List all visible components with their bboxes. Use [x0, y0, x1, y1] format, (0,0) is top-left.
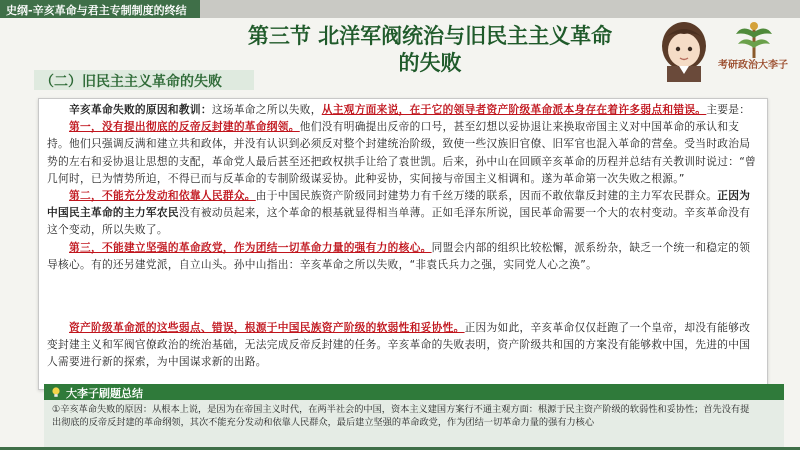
text-segment: 主要是： [706, 103, 751, 116]
text-segment: 这场革命之所以失败， [211, 103, 322, 116]
summary-header [44, 384, 784, 400]
lead-label: 辛亥革命失败的原因和教训： [69, 103, 212, 116]
text-segment: 同盟会内部的组织比较松懈，派系纷杂，缺乏一个统一和稳定的领导核心。有的还另建党派，自立山头。孙中山指出：辛亥革命之所以失败，“非袁氏兵力之强，实同党人心之涣”。 [47, 240, 751, 271]
paragraph-root-cause [47, 319, 759, 371]
summary-text: ①辛亥革命失败的原因：从根本上说，是因为在帝国主义时代，在两半社会的中国，资本主义建国方案行不通主观方面：根源于民主资产阶级的软弱性和妥协性；首先没有提出彻底的反帝反封建的革命纲领，其次不能充分发动和依靠人民群众，最后建立坚强的革命政党，作为团结一切革命力量的强有力核心 [52, 404, 750, 428]
emphasis-subjective: 从主观方面来说，在于它的领导者资产阶级革命派本身存在着许多弱点和错误。 [321, 103, 707, 116]
lightbulb-icon [50, 386, 62, 398]
section-subtitle: （二）旧民主主义革命的失败 [40, 74, 222, 90]
avatar [653, 16, 715, 82]
point-one: 第一，没有提出彻底的反帝反封建的革命纲领。 [69, 120, 300, 134]
text-segment: 正因为如此，辛亥革命仅仅赶跑了一个皇帝，却没有能够改变封建主义和军阀官僚政治的统治基础，无法完成反帝反封建的任务。辛亥革命的失败表明，资产阶级共和国的方案没有能够救中国，先进的中国人需要进行新的探索，为中国谋求新的出路。 [47, 321, 751, 369]
breadcrumb: 史纲-辛亥革命与君主专制制度的终结 [6, 4, 187, 17]
point-three: 第三，不能建立坚强的革命政党，作为团结一切革命力量的强有力的核心。 [69, 240, 432, 254]
content-box [38, 98, 768, 390]
text-segment: 他们没有明确提出反帝的口号，甚至幻想以妥协退让来换取帝国主义对中国革命的承认和支持。他们只强调反满和建立共和政体，并没有认识到必须反对整个封建统治阶级，致使一些汉族旧官僚、旧军官也混入革命的营垒。受当时政治局势的左右和妥协退让思想的支配，革命党人最后甚至还把政权拱手让给了袁世凯。后来，孙中山在回顾辛亥革命的历程并总结有关教训时说过：“曾几何时，已为情势所迫，不得已而与反革命的专制阶级谋妥协。此种妥协，实间接与帝国主义相调和。遂为革命第一次失败之根源。” [47, 120, 757, 185]
paragraph-failure-reasons [47, 101, 759, 273]
emphasis-root-cause: 资产阶级革命派的这些弱点、错误，根源于中国民族资产阶级的软弱性和妥协性。 [69, 321, 465, 334]
point-two: 第二，不能充分发动和依靠人民群众。 [69, 189, 256, 203]
page-title: 第三节 北洋军阀统治与旧民主主义革命的失败 [247, 23, 613, 75]
logo-text: 考研政治大李子 [718, 60, 788, 71]
summary-title: 大李子刷题总结 [66, 387, 143, 400]
text-segment: 由于中国民族资产阶级同封建势力有千丝万缕的联系，因而不敢依靠反封建的主力军农民群众。 [255, 189, 718, 203]
emphasis-peasants: 正因为中国民主革命的主力军农民 [47, 189, 751, 220]
text-segment: 没有被动员起来，这个革命的根基就显得相当单薄。正如毛泽东所说，国民革命需要一个大的农村变动。辛亥革命没有这个变动，所以失败了。 [47, 206, 751, 237]
